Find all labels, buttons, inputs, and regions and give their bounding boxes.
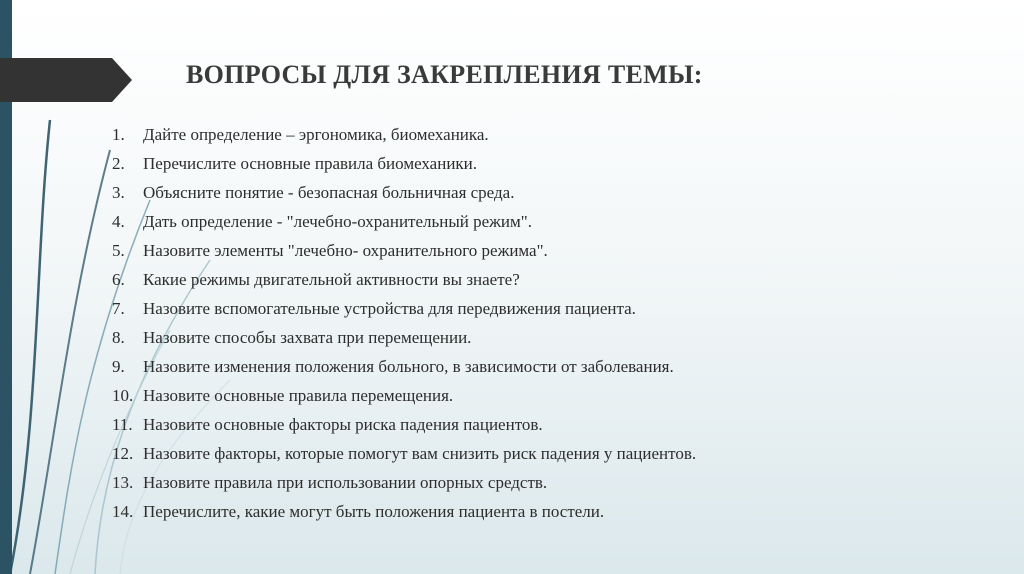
arrow-tab-shape [0,58,132,102]
question-item [112,443,992,472]
questions-list [112,124,992,530]
question-text: Перечислите основные правила биомеханики. [143,154,478,173]
question-number: 5. [112,241,125,260]
question-item [112,472,992,501]
question-text: Дайте определение – эргономика, биомеханика. [143,125,489,144]
question-item [112,298,992,327]
question-number: 12. [112,444,134,463]
question-number: 1. [112,125,125,144]
question-item [112,269,992,298]
question-text: Дать определение - "лечебно-охранительный режим". [143,212,532,231]
question-number: 7. [112,299,125,318]
slide-title: ВОПРОСЫ ДЛЯ ЗАКРЕПЛЕНИЯ ТЕМЫ: [186,60,703,89]
question-number: 9. [112,357,125,376]
question-item [112,240,992,269]
question-text: Назовите факторы, которые помогут вам снизить риск падения у пациентов. [143,444,697,463]
question-item [112,182,992,211]
question-item [112,211,992,240]
question-number: 3. [112,183,125,202]
question-item [112,385,992,414]
question-text: Объясните понятие - безопасная больничная среда. [143,183,515,202]
question-text: Назовите правила при использовании опорных средств. [143,473,548,492]
question-item [112,327,992,356]
question-item [112,356,992,385]
question-number: 8. [112,328,125,347]
question-text: Назовите вспомогательные устройства для передвижения пациента. [143,299,636,318]
question-item [112,124,992,153]
question-item [112,414,992,443]
question-number: 4. [112,212,125,231]
question-text: Назовите изменения положения больного, в зависимости от заболевания. [143,357,674,376]
question-text: Назовите основные факторы риска падения пациентов. [143,415,543,434]
question-number: 10. [112,386,134,405]
question-text: Назовите элементы "лечебно- охранительного режима". [143,241,548,260]
question-item [112,153,992,182]
question-number: 14. [112,502,134,521]
question-text: Перечислите, какие могут быть положения пациента в постели. [143,502,605,521]
question-number: 6. [112,270,125,289]
question-item [112,501,992,530]
question-number: 2. [112,154,125,173]
question-text: Какие режимы двигательной активности вы знаете? [143,270,520,289]
question-number: 13. [112,473,134,492]
question-number: 11. [112,415,133,434]
question-text: Назовите способы захвата при перемещении. [143,328,472,347]
question-text: Назовите основные правила перемещения. [143,386,454,405]
